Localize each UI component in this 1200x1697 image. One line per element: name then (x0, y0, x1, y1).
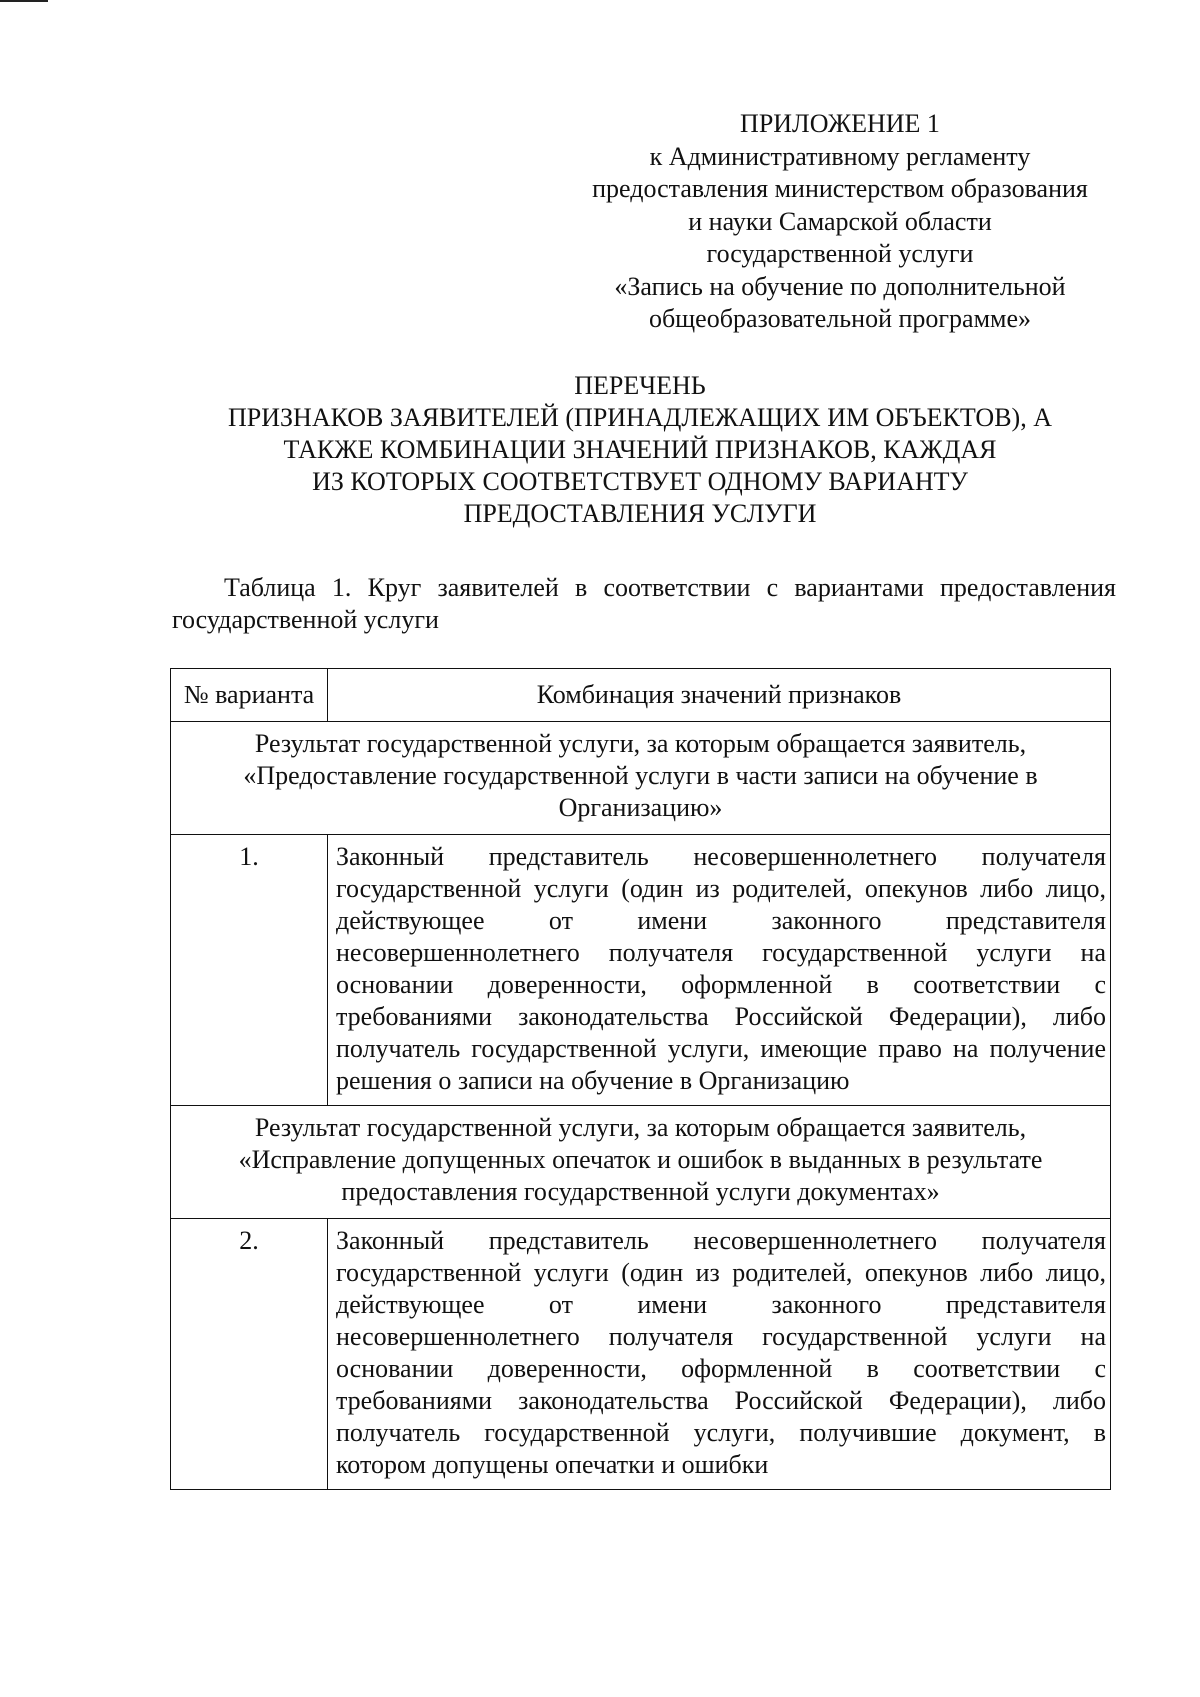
appendix-title: ПРИЛОЖЕНИЕ 1 (740, 109, 940, 138)
title-line: ТАКЖЕ КОМБИНАЦИИ ЗНАЧЕНИЙ ПРИЗНАКОВ, КАЖДАЯ (283, 435, 997, 464)
title-line: ПРЕДОСТАВЛЕНИЯ УСЛУГИ (463, 499, 817, 528)
header-combination: Комбинация значений признаков (328, 669, 1111, 722)
table-row (171, 1219, 1111, 1490)
appendix-line: «Запись на обучение по дополнительной (614, 271, 1066, 301)
result-cell (171, 722, 1111, 835)
header-number: № варианта (171, 669, 328, 722)
table-caption: Таблица 1. Круг заявителей в соответствии с вариантами предоставления государственной услуги (172, 573, 1116, 634)
result-line: предоставления государственной услуги документах» (341, 1177, 940, 1206)
appendix-header (560, 108, 1120, 336)
result-line: Результат государственной услуги, за которым обращается заявитель, (254, 1113, 1027, 1142)
title-line: ИЗ КОТОРЫХ СООТВЕТСТВУЕТ ОДНОМУ ВАРИАНТУ (312, 467, 968, 496)
appendix-line: и науки Самарской области (688, 206, 992, 236)
title-line: ПРИЗНАКОВ ЗАЯВИТЕЛЕЙ (ПРИНАДЛЕЖАЩИХ ИМ ОБЪЕКТОВ), А (228, 403, 1052, 432)
appendix-line: государственной услуги (706, 239, 974, 268)
table-row (171, 835, 1111, 1106)
variants-table (170, 668, 1111, 1490)
table-header-row (171, 669, 1111, 722)
title-line: ПЕРЕЧЕНЬ (574, 371, 706, 400)
document-title (160, 370, 1120, 530)
variant-combination: Законный представитель несовершеннолетнего получателя государственной услуги (один из родителей, опекунов либо лицо, действующее от имени законного представителя несовершеннолетнего получателя государственной услуги на основании доверенности, оформленной в соответствии с требованиями законодательства Российской Федерации), либо получатель государственной услуги, получившие документ, в котором допущены опечатки и ошибки (328, 1219, 1111, 1490)
appendix-line: предоставления министерством образования (592, 174, 1088, 203)
result-line: «Исправление допущенных опечаток и ошибок в выданных в результате (238, 1145, 1043, 1174)
result-line: Результат государственной услуги, за которым обращается заявитель, (254, 729, 1027, 758)
result-cell (171, 1106, 1111, 1219)
result-row (171, 722, 1111, 835)
result-row (171, 1106, 1111, 1219)
scan-edge-line (0, 0, 48, 2)
appendix-line: к Административному регламенту (649, 141, 1031, 171)
variant-combination: Законный представитель несовершеннолетнего получателя государственной услуги (один из родителей, опекунов либо лицо, действующее от имени законного представителя несовершеннолетнего получателя государственной услуги на основании доверенности, оформленной в соответствии с требованиями законодательства Российской Федерации), либо получатель государственной услуги, имеющие право на получение решения о записи на обучение в Организацию (328, 835, 1111, 1106)
variant-number: 1. (171, 835, 328, 1106)
result-line: Организацию» (558, 793, 723, 822)
variant-number: 2. (171, 1219, 328, 1490)
result-line: «Предоставление государственной услуги в части записи на обучение в (243, 761, 1038, 790)
appendix-line: общеобразовательной программе» (648, 304, 1032, 333)
